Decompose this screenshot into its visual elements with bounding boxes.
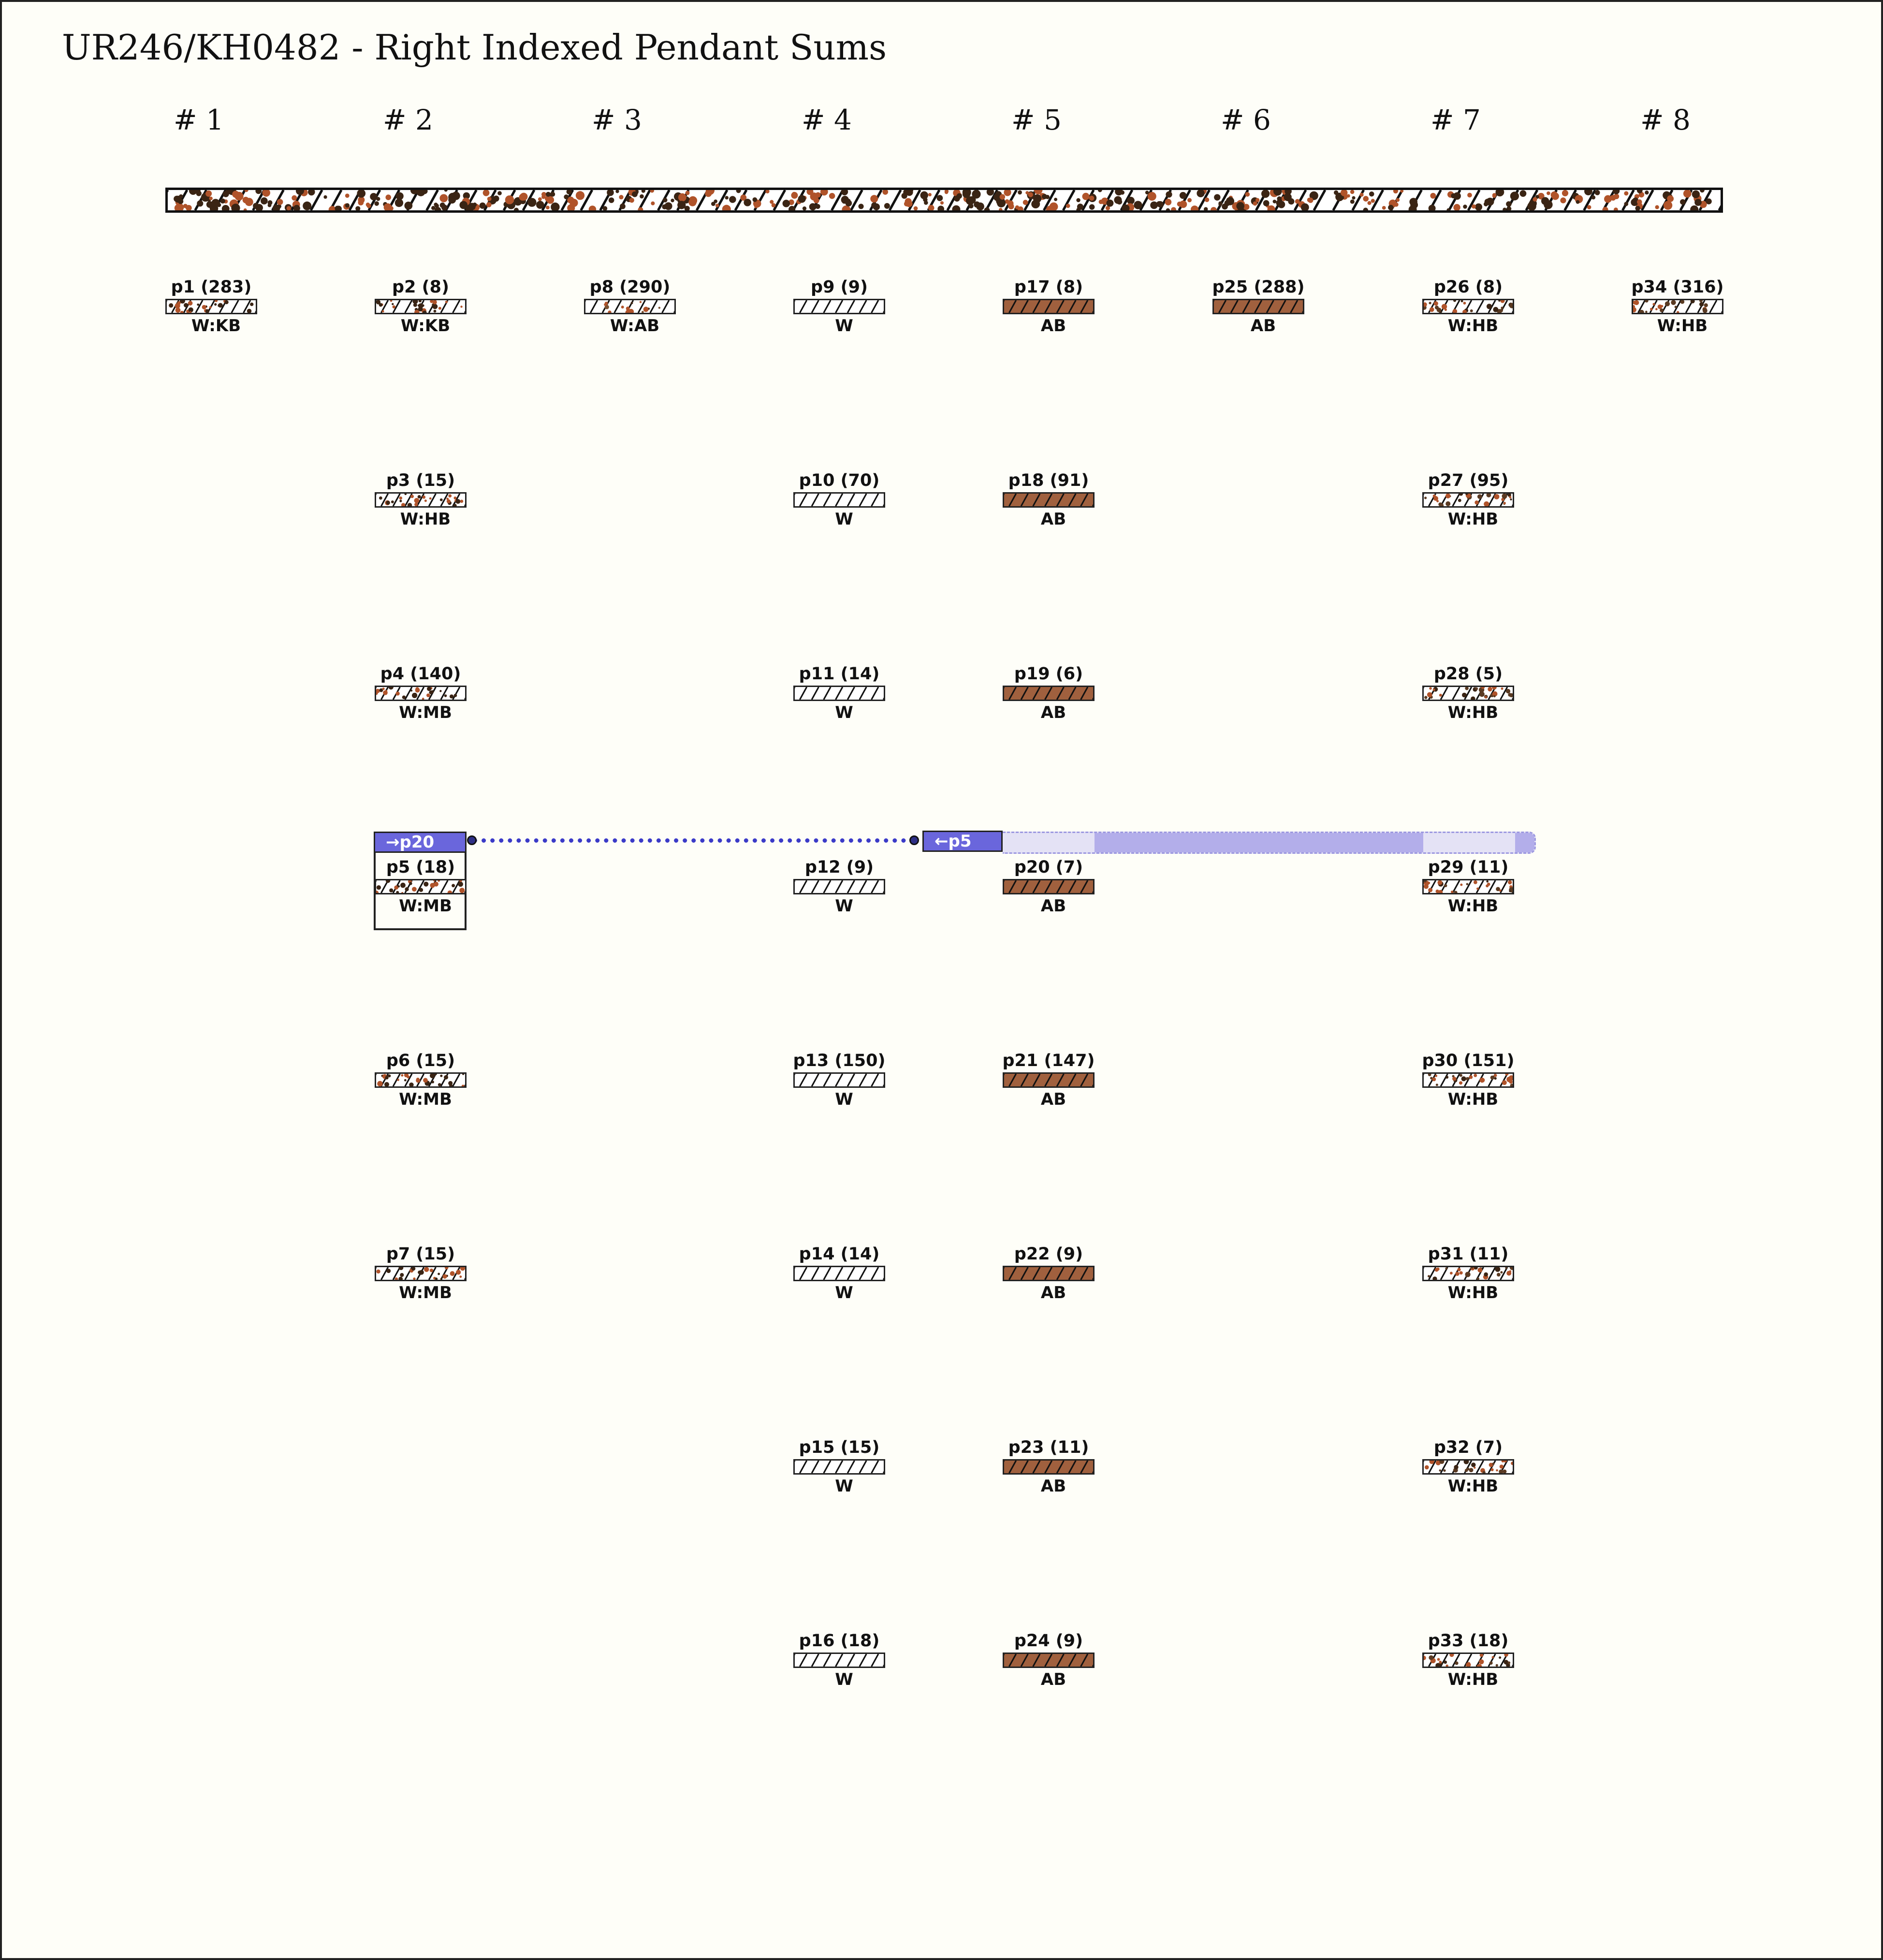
group-label-6: # 6 [1221, 103, 1271, 136]
pendant-cord-bar [793, 1072, 885, 1088]
cord-texture [795, 687, 884, 700]
pendant-label: p11 (14) [799, 664, 880, 684]
pendant-colour: AB [1040, 316, 1066, 336]
pendant-colour: W [835, 1090, 853, 1109]
page-title: UR246/KH0482 - Right Indexed Pendant Sums [62, 27, 887, 68]
pendant-colour: W:HB [1447, 316, 1499, 336]
pendant-cord-bar [375, 1072, 467, 1088]
pendant-cord-bar [1422, 879, 1514, 894]
cord-texture [1424, 1267, 1513, 1280]
pendant-label: p12 (9) [804, 858, 874, 877]
cord-texture [1633, 300, 1722, 313]
pendant-colour: W:HB [1447, 1670, 1499, 1689]
pendant-colour: AB [1040, 1283, 1066, 1302]
sum-range-segment [1515, 833, 1536, 852]
group-label-5: # 5 [1011, 103, 1062, 136]
pendant-cord-bar [1003, 1459, 1095, 1475]
pendant-label: p24 (9) [1014, 1631, 1083, 1651]
cord-texture [1004, 687, 1093, 700]
pendant-cord-bar [1422, 1266, 1514, 1281]
pendant-label: p7 (15) [386, 1244, 455, 1264]
cord-texture [795, 1461, 884, 1473]
pendant-cord-bar [793, 1459, 885, 1475]
pendant-cord-bar [1422, 1459, 1514, 1475]
cord-texture [795, 494, 884, 506]
pendant-label: p23 (11) [1008, 1438, 1089, 1457]
pendant-colour: W:MB [399, 1090, 452, 1109]
pendant-colour: W:HB [1447, 1477, 1499, 1496]
cord-texture [376, 300, 465, 313]
pendant-label: p14 (14) [799, 1244, 880, 1264]
pendant-cord-bar [1003, 1072, 1095, 1088]
pendant-label: p3 (15) [386, 471, 455, 490]
pendant-colour: W [835, 1670, 853, 1689]
pendant-label: p4 (140) [380, 664, 461, 684]
pendant-colour: W:MB [399, 703, 452, 722]
pendant-cord-bar [375, 299, 467, 314]
pendant-cord-bar [1422, 686, 1514, 701]
pendant-label: p20 (7) [1014, 858, 1083, 877]
pendant-label: p33 (18) [1428, 1631, 1509, 1651]
pendant-cord-bar [165, 299, 257, 314]
link-dot-end [909, 835, 919, 845]
pendant-label: p25 (288) [1212, 278, 1305, 297]
target-tag[interactable]: ←p5 [922, 831, 1003, 852]
cord-texture [1424, 300, 1513, 313]
pendant-colour: W:HB [1447, 510, 1499, 529]
pendant-colour: W [835, 703, 853, 722]
cord-texture [376, 1074, 465, 1086]
cord-texture [1424, 494, 1513, 506]
pendant-label: p1 (283) [171, 278, 252, 297]
pendant-colour: W [835, 316, 853, 336]
pendant-colour: W [835, 896, 853, 916]
cord-texture [1004, 1074, 1093, 1086]
pendant-cord-bar [793, 299, 885, 314]
pendant-cord-bar [793, 1653, 885, 1668]
cord-texture [1004, 1461, 1093, 1473]
cord-texture [376, 1267, 465, 1280]
cord-texture [1004, 1654, 1093, 1667]
pendant-colour: AB [1040, 703, 1066, 722]
pendant-cord-bar [1003, 1653, 1095, 1668]
pendant-label: p30 (151) [1422, 1051, 1515, 1070]
link-dot-start [467, 835, 477, 845]
pendant-cord-bar [1003, 879, 1095, 894]
cord-texture [376, 880, 465, 893]
pendant-cord-bar [1422, 299, 1514, 314]
pendant-cord-bar [1422, 1072, 1514, 1088]
pendant-colour: W:HB [1447, 703, 1499, 722]
pendant-label: p18 (91) [1008, 471, 1089, 490]
cord-texture [585, 300, 674, 313]
cord-texture [1424, 1074, 1513, 1086]
cord-texture [795, 1654, 884, 1667]
pendant-colour: AB [1040, 1090, 1066, 1109]
pendant-label: p13 (150) [793, 1051, 886, 1070]
pendant-colour: W [835, 510, 853, 529]
pendant-cord-bar [375, 686, 467, 701]
pendant-cord-bar [1003, 686, 1095, 701]
pendant-colour: AB [1040, 510, 1066, 529]
group-label-4: # 4 [802, 103, 852, 136]
pendant-label: p10 (70) [799, 471, 880, 490]
pendant-cord-bar [793, 879, 885, 894]
pendant-colour: W:KB [400, 316, 451, 336]
pendant-label: p32 (7) [1433, 1438, 1503, 1457]
cord-texture [795, 1267, 884, 1280]
pendant-label: p2 (8) [392, 278, 449, 297]
pendant-cord-bar [375, 1266, 467, 1281]
cord-texture [376, 494, 465, 506]
cord-texture [1424, 1654, 1513, 1667]
pendant-cord-bar [1422, 1653, 1514, 1668]
cord-texture [1424, 687, 1513, 700]
cord-texture [795, 300, 884, 313]
group-label-1: # 1 [174, 103, 224, 136]
cord-texture [795, 880, 884, 893]
pendant-cord-bar [1003, 492, 1095, 508]
pendant-cord-bar [1003, 299, 1095, 314]
pendant-colour: W:HB [1447, 896, 1499, 916]
pendant-cord-bar [793, 492, 885, 508]
source-tag[interactable]: →p20 [374, 832, 467, 853]
group-label-8: # 8 [1640, 103, 1691, 136]
cord-texture [1424, 880, 1513, 893]
pendant-label: p21 (147) [1002, 1051, 1095, 1070]
pendant-label: p22 (9) [1014, 1244, 1083, 1264]
pendant-colour: W:HB [1447, 1090, 1499, 1109]
pendant-label: p16 (18) [799, 1631, 880, 1651]
pendant-cord-bar [1212, 299, 1304, 314]
pendant-colour: AB [1040, 896, 1066, 916]
cord-texture [1214, 300, 1303, 313]
pendant-colour: W:HB [400, 510, 451, 529]
pendant-cord-bar [793, 686, 885, 701]
pendant-label: p28 (5) [1433, 664, 1503, 684]
pendant-colour: W:HB [1447, 1283, 1499, 1302]
pendant-label: p26 (8) [1433, 278, 1503, 297]
cord-texture [1004, 1267, 1093, 1280]
pendant-label: p9 (9) [811, 278, 868, 297]
cord-texture [795, 1074, 884, 1086]
pendant-colour: W:AB [610, 316, 660, 336]
pendant-colour: AB [1040, 1670, 1066, 1689]
cord-texture [1004, 300, 1093, 313]
pendant-label: p27 (95) [1428, 471, 1509, 490]
pendant-cord-bar [375, 492, 467, 508]
pendant-label: p8 (290) [589, 278, 671, 297]
pendant-label: p19 (6) [1014, 664, 1083, 684]
pendant-label: p17 (8) [1014, 278, 1083, 297]
cord-texture [167, 300, 256, 313]
pendant-colour: W:MB [399, 1283, 452, 1302]
pendant-cord-bar [793, 1266, 885, 1281]
group-label-2: # 2 [383, 103, 433, 136]
pendant-label: p6 (15) [386, 1051, 455, 1070]
pendant-colour: AB [1040, 1477, 1066, 1496]
pendant-label: p29 (11) [1428, 858, 1509, 877]
pendant-label: p15 (15) [799, 1438, 880, 1457]
group-label-7: # 7 [1430, 103, 1481, 136]
cord-texture [1424, 1461, 1513, 1473]
main-cord [165, 188, 1723, 213]
pendant-cord-bar [375, 879, 467, 894]
cord-texture [376, 687, 465, 700]
sum-range-bar [1003, 832, 1536, 854]
pendant-label: p34 (316) [1631, 278, 1724, 297]
pendant-colour: AB [1250, 316, 1276, 336]
cord-texture [168, 190, 1721, 210]
sum-link-line [473, 838, 915, 843]
pendant-colour: W:HB [1657, 316, 1708, 336]
pendant-cord-bar [1632, 299, 1723, 314]
pendant-colour: W [835, 1477, 853, 1496]
pendant-colour: W:KB [191, 316, 241, 336]
cord-texture [1004, 880, 1093, 893]
pendant-label: p5 (18) [386, 858, 455, 877]
sum-range-segment [1095, 833, 1423, 852]
group-label-3: # 3 [592, 103, 642, 136]
pendant-cord-bar [1003, 1266, 1095, 1281]
pendant-label: p31 (11) [1428, 1244, 1509, 1264]
pendant-cord-bar [584, 299, 676, 314]
pendant-colour: W:MB [399, 896, 452, 916]
cord-texture [1004, 494, 1093, 506]
pendant-colour: W [835, 1283, 853, 1302]
pendant-cord-bar [1422, 492, 1514, 508]
